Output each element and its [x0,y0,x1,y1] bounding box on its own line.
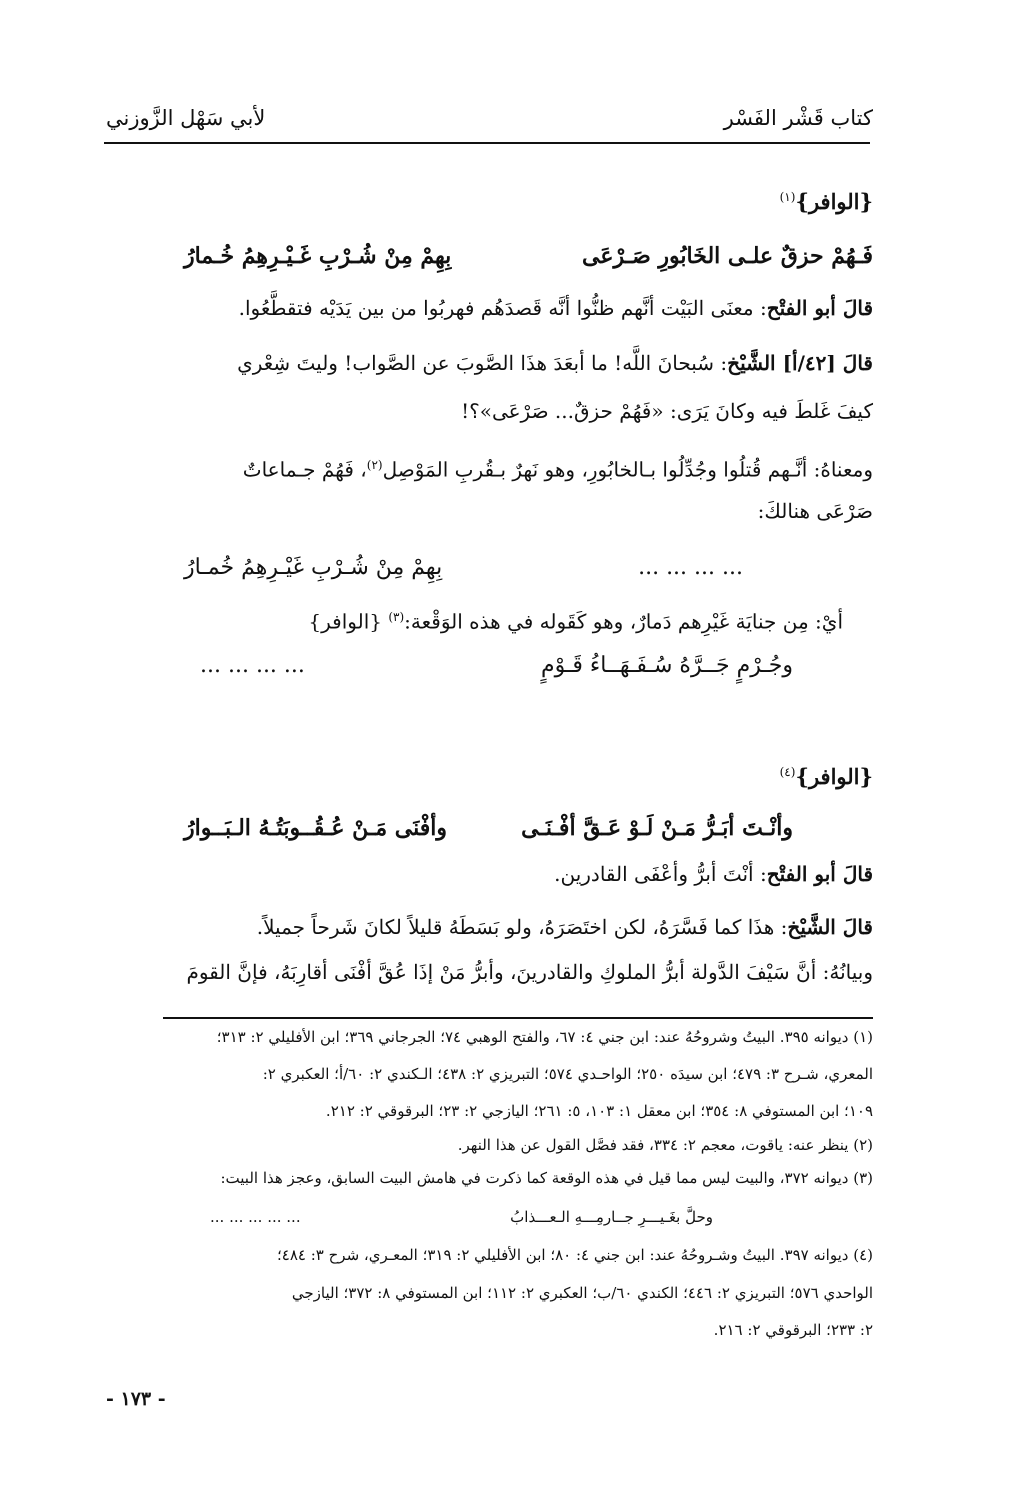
footnote-1-line3: ١٠٩؛ ابن المستوفي ٨: ٣٥٤؛ ابن معقل ١: ١٠٣، ٥: ٢٦١؛ اليازجي ٢: ٢٣؛ البرقوقي ٢: ٢١٢. [325,1102,873,1120]
verse1-second-hemistich: بِهِمْ مِنْ شُـرْبِ غَـيْـرِهِمُ خُـمارُ [184,243,452,269]
shaykh-comment-1-line1: قالَ [٤٢/أ] الشَّيْخ: سُبحانَ اللَّه! ما أبعَدَ هذَا الصَّوبَ عن الصَّواب! وليتَ شِعْري [237,351,873,375]
bayan-line: وبيانُهُ: أنَّ سَيْفَ الدَّولة أبرُّ الملوكِ والقادرينَ، وأبرُّ مَنْ إذَا عُقَّ أفْنَى أقارِبَهُ، فإنَّ القومَ [186,960,873,984]
footnote-1-line1: (١) ديوانه ٣٩٥. البيتُ وشروحُهُ عند: ابن جني ٤: ٦٧، والفتح الوهبي ٧٤؛ الجرجاني ٣٦٩؛ ابن الأفليلي ٢: ٣١٣؛ [216,1028,873,1046]
footnote-3-line1: (٣) ديوانه ٣٧٢، والبيت ليس مما قيل في هذه الوقعة كما ذكرت في هامش البيت السابق، وعجز هذا البيت: [220,1169,873,1187]
verse4-first-hemistich: وأنْـتَ أبَـرُّ مَـنْ لَـوْ عَـقَّ أفْـنَـى [521,815,793,841]
shaykh-comment-2: قالَ الشَّيْخ: هذَا كما فَسَّرَهُ، لكن اختَصَرَهُ، ولو بَسَطَهُ قليلاً لكانَ شَرحاً جميلاً. [256,915,873,939]
meter-label-2: {الوافر}$^{(٤)}$ [779,764,873,789]
footnote-ref-4[interactable]: (٤) [779,765,796,779]
footnote-3-verse-right: وحلَّ بغَـيـــرِ جــارمِـــهِ الـعـــذابُ [510,1208,713,1226]
verse3-first-hemistich: وجُـرْمٍ جَــرَّهُ سُـفَـهَــاءُ قَـوْمٍ [540,653,793,678]
verse3-ellipsis: ... ... ... ... [200,653,305,678]
footnote-divider [163,1017,873,1019]
verse2-second-hemistich: بِهِمْ مِنْ شُـرْبِ غَيْـرِهِمُ خُمـارُ [184,555,443,580]
verse2-ellipsis: ... ... ... ... [638,555,743,580]
footnote-ref-2[interactable]: (٢) [366,458,383,472]
running-header-title: كتاب قَشْر الفَسْر [723,106,873,130]
verse1-first-hemistich: فَـهُمْ حزقٌ علـى الخَابُورِ صَـرْعَى [582,243,873,269]
speaker-abu-alfath: قالَ أبو الفتْح [766,296,873,320]
footnote-2: (٢) ينظر عنه: ياقوت، معجم ٢: ٣٣٤، فقد فصَّل القول عن هذا النهر. [457,1136,873,1154]
footnote-3-verse-left: ... ... ... ... ... [210,1208,301,1226]
abu-alfath-comment-2: قالَ أبو الفتْح: أنْتَ أبرُّ وأعْفَى القادرين. [554,862,873,886]
header-divider [104,142,870,144]
footnote-ref-3[interactable]: (٣) [388,610,405,624]
running-header-author: لأبي سَهْل الزَّوزني [106,106,266,130]
verse4-second-hemistich: وأفْنَى مَـنْ عُـقُــوبَتُـهُ الـبَــوارُ [184,815,448,841]
abu-alfath-comment-1: قالَ أبو الفتْح: معنَى البَيْت أنَّهم ظنُّوا أنَّه قَصدَهُم فهربُوا من بين يَدَيْه فتقطَّعُوا. [238,296,873,320]
meaning-line-2: صَرْعَى هنالكَ: [757,499,873,523]
footnote-4-line1: (٤) ديوانه ٣٩٧. البيتُ وشـروحُهُ عند: ابن جني ٤: ٨٠؛ ابن الأفليلي ٢: ٣١٩؛ المعـري، شرح ٣: ٤٨٤؛ [277,1246,873,1264]
ay-explanation: أيْ: مِن جنايَة غَيْرِهم دَمارٌ، وهو كَقَوله في هذه الوَقْعة:$^{(٣)}$ {الوافر} [308,609,843,634]
shaykh-comment-1-line2: كيفَ غَلطَ فيه وكانَ يَرَى: «فَهُمْ حزقٌ... صَرْعَى»؟! [461,399,873,423]
meter-label-1: {الوافر}$^{(١)}$ [779,189,873,214]
footnote-1-line2: المعري، شـرح ٣: ٤٧٩؛ ابن سيدَه ٢٥٠؛ الواحـدي ٥٧٤؛ التبريزي ٢: ٤٣٨؛ الـكندي ٢: ٦٠/أ؛ العكبري ٢: [262,1065,873,1083]
speaker-shaykh: الشَّيْخ [727,351,776,375]
footnote-4-line2: الواحدي ٥٧٦؛ التبريزي ٢: ٤٤٦؛ الكندي ٦٠/ب؛ العكبري ٢: ١١٢؛ ابن المستوفي ٨: ٣٧٢؛ اليازجي [291,1284,873,1302]
footnote-ref-1[interactable]: (١) [779,190,796,204]
page-number: - ١٧٣ - [106,1388,166,1410]
footnote-4-line3: ٢: ٢٣٣؛ البرقوقي ٢: ٢١٦. [713,1321,873,1339]
meaning-line-1: ومعناهُ: أنَّـهم قُتلُوا وجُدِّلُوا بـالخابُورِ، وهو نَهرٌ بـقُربِ المَوْصِل$^{(٢)}$، فَهُمْ جـماعاتٌ [242,457,873,482]
